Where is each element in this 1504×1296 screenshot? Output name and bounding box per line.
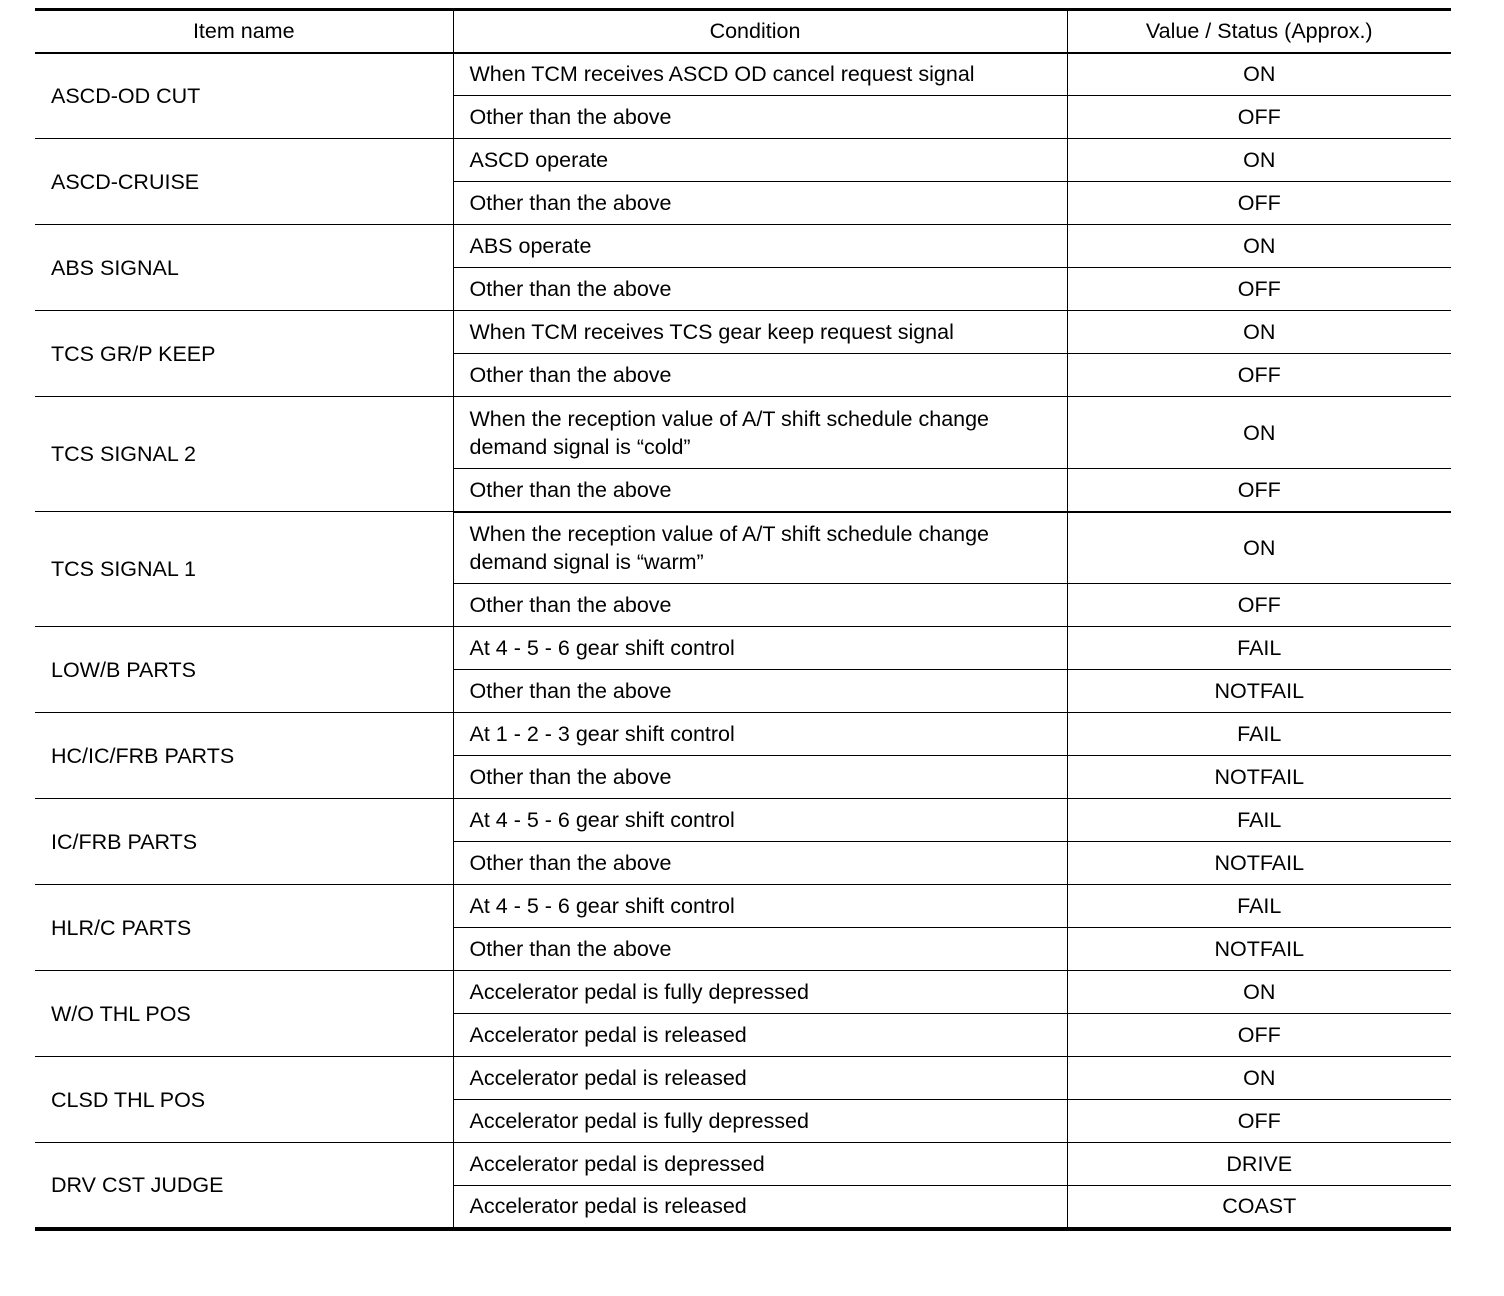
item-name-cell: HC/IC/FRB PARTS [35,713,453,799]
condition-cell: Other than the above [453,182,1067,225]
table-row [35,713,1451,756]
value-cell: FAIL [1067,627,1451,670]
table-body [35,53,1451,1229]
value-cell: OFF [1067,268,1451,311]
value-cell: NOTFAIL [1067,842,1451,885]
table-row [35,627,1451,670]
value-cell: ON [1067,397,1451,469]
condition-cell: Other than the above [453,354,1067,397]
table-row [35,799,1451,842]
condition-cell: Other than the above [453,756,1067,799]
item-name-cell: CLSD THL POS [35,1057,453,1143]
condition-cell: Other than the above [453,670,1067,713]
item-name-cell: HLR/C PARTS [35,885,453,971]
condition-cell: When TCM receives TCS gear keep request signal [453,311,1067,354]
value-cell: OFF [1067,584,1451,627]
table-row [35,311,1451,354]
value-cell: COAST [1067,1186,1451,1229]
value-cell: ON [1067,139,1451,182]
condition-cell: Accelerator pedal is released [453,1057,1067,1100]
value-cell: OFF [1067,1100,1451,1143]
value-cell: NOTFAIL [1067,756,1451,799]
value-cell: FAIL [1067,713,1451,756]
item-name-cell: DRV CST JUDGE [35,1143,453,1229]
condition-cell: ABS operate [453,225,1067,268]
value-cell: ON [1067,971,1451,1014]
item-name-cell: W/O THL POS [35,971,453,1057]
value-cell: NOTFAIL [1067,928,1451,971]
value-cell: ON [1067,225,1451,268]
value-cell: NOTFAIL [1067,670,1451,713]
condition-cell: Accelerator pedal is released [453,1186,1067,1229]
condition-cell: At 4 - 5 - 6 gear shift control [453,627,1067,670]
value-cell: OFF [1067,469,1451,512]
value-cell: ON [1067,1057,1451,1100]
condition-cell: When the reception value of A/T shift schedule change demand signal is “cold” [453,397,1067,469]
value-cell: ON [1067,53,1451,96]
table-row [35,53,1451,96]
table-row [35,971,1451,1014]
header-item-name: Item name [35,10,453,53]
item-name-cell: ASCD-OD CUT [35,53,453,139]
condition-cell: Other than the above [453,842,1067,885]
value-cell: OFF [1067,354,1451,397]
table-header [35,10,1451,53]
value-cell: OFF [1067,1014,1451,1057]
condition-cell: At 4 - 5 - 6 gear shift control [453,799,1067,842]
condition-cell: Other than the above [453,268,1067,311]
spec-table [35,8,1451,1231]
item-name-cell: TCS SIGNAL 2 [35,397,453,512]
condition-cell: When the reception value of A/T shift schedule change demand signal is “warm” [453,512,1067,584]
condition-cell: Accelerator pedal is fully depressed [453,1100,1067,1143]
item-name-cell: TCS GR/P KEEP [35,311,453,397]
table-row [35,139,1451,182]
condition-cell: At 1 - 2 - 3 gear shift control [453,713,1067,756]
table-row [35,885,1451,928]
table-row [35,397,1451,469]
item-name-cell: IC/FRB PARTS [35,799,453,885]
item-name-cell: TCS SIGNAL 1 [35,512,453,627]
value-cell: ON [1067,311,1451,354]
condition-cell: Other than the above [453,96,1067,139]
condition-cell: Other than the above [453,584,1067,627]
condition-cell: At 4 - 5 - 6 gear shift control [453,885,1067,928]
condition-cell: Accelerator pedal is released [453,1014,1067,1057]
condition-cell: Other than the above [453,469,1067,512]
value-cell: FAIL [1067,885,1451,928]
value-cell: FAIL [1067,799,1451,842]
table-row [35,1057,1451,1100]
table-row [35,512,1451,584]
condition-cell: When TCM receives ASCD OD cancel request signal [453,53,1067,96]
table-row [35,1143,1451,1186]
header-value-status: Value / Status (Approx.) [1067,10,1451,53]
header-row [35,10,1451,53]
condition-cell: ASCD operate [453,139,1067,182]
value-cell: OFF [1067,182,1451,225]
table-row [35,225,1451,268]
item-name-cell: LOW/B PARTS [35,627,453,713]
item-name-cell: ASCD-CRUISE [35,139,453,225]
value-cell: DRIVE [1067,1143,1451,1186]
header-condition: Condition [453,10,1067,53]
value-cell: ON [1067,512,1451,584]
condition-cell: Accelerator pedal is fully depressed [453,971,1067,1014]
value-cell: OFF [1067,96,1451,139]
item-name-cell: ABS SIGNAL [35,225,453,311]
condition-cell: Accelerator pedal is depressed [453,1143,1067,1186]
condition-cell: Other than the above [453,928,1067,971]
